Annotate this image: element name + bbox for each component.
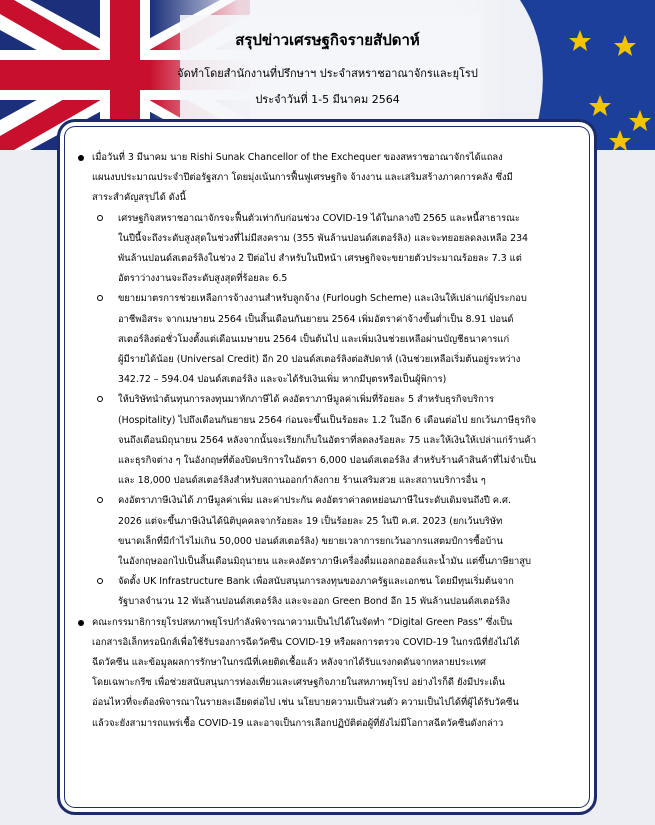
- text-line: แล้วจะยังสามารถแพร่เชื้อ COVID-19 และอาจเป็นการเลือกปฏิบัติต่อผู้ที่ยังไม่มีโอกาสฉีดวัคซีนดังกล่าว: [92, 717, 504, 729]
- text-line: อาชีพอิสระ จากเมษายน 2564 เป็นสิ้นเดือนกันยายน 2564 เพิ่มอัตราค่าจ้างขั้นต่ำเป็น 8.91 ปอนด์: [118, 313, 514, 325]
- text-line: ฉีดวัคซีน และข้อมูลผลการรักษาในกรณีที่เคยติดเชื้อแล้ว หลังจากได้รับแรงกดดันจากหลายประเทศ: [92, 657, 486, 669]
- news-content: [78, 148, 584, 734]
- text-line: สาระสำคัญสรุปได้ ดังนี้: [92, 192, 186, 204]
- text-line: 2026 แต่จะขึ้นภาษีเงินได้นิติบุคคลจากร้อยละ 19 เป็นร้อยละ 25 ในปี ค.ศ. 2023 (ยกเว้นบริษัท: [118, 515, 503, 527]
- bullet-circle-icon: [97, 396, 103, 402]
- news-subitem: [78, 289, 584, 390]
- text-line: พันล้านปอนด์สเตอร์ลิงในช่วง 2 ปีต่อไป สำหรับในปีหน้า เศรษฐกิจจะขยายตัวประมาณร้อยละ 7.3 แต่: [118, 253, 522, 265]
- text-line: และ 18,000 ปอนด์สเตอร์ลิงสำหรับสถานออกกำลังกาย ร้านเสริมสวย และสถานบริการอื่น ๆ: [118, 475, 486, 487]
- page-date: ประจำวันที่ 1-5 มีนาคม 2564: [255, 93, 400, 106]
- text-line: เมื่อวันที่ 3 มีนาคม นาย Rishi Sunak Chancellor of the Exchequer ของสหราชอาณาจักรได้แถลง: [92, 152, 503, 163]
- text-line: คงอัตราภาษีเงินได้ ภาษีมูลค่าเพิ่ม และค่าประกัน คงอัตราค่าลดหย่อนภาษีในระดับเดิมจนถึงปี ค.ศ.: [118, 495, 511, 507]
- bullet-dot-icon: [78, 620, 84, 626]
- text-line: ให้บริษัทนำต้นทุนการลงทุนมาหักภาษีได้ คงอัตราภาษีมูลค่าเพิ่มที่ร้อยละ 5 สำหรับธุรกิจบริการ: [118, 394, 495, 406]
- news-subitem: [78, 390, 584, 491]
- text-line: แผนงบประมาณประจำปีต่อรัฐสภา โดยมุ่งเน้นการฟื้นฟูเศรษฐกิจ จ้างงาน และเสริมสร้างภาคการคลัง ซึ่งมี: [92, 172, 513, 184]
- page-subtitle: จัดทำโดยสำนักงานที่ปรึกษาฯ ประจำสหราชอาณาจักรและยุโรป: [177, 67, 478, 80]
- news-item: [78, 613, 584, 734]
- text-line: 342.72 – 594.04 ปอนด์สเตอร์ลิง และจะได้รับเงินเพิ่ม หากมีบุตรหรือเป็นผู้พิการ): [118, 374, 447, 386]
- news-item: [78, 148, 584, 209]
- bullet-circle-icon: [97, 215, 103, 221]
- news-subitem: [78, 572, 584, 612]
- text-line: และธุรกิจต่าง ๆ ในอังกฤษที่ต้องปิดบริการในอัตรา 6,000 ปอนด์สเตอร์ลิง สำหรับร้านค้าสินค้าที่ไม่จำเป็น: [118, 455, 537, 467]
- text-line: รัฐบาลจำนวน 12 พันล้านปอนด์สเตอร์ลิง และจะออก Green Bond อีก 15 พันล้านปอนด์สเตอร์ลิง: [118, 596, 510, 608]
- text-line: เศรษฐกิจสหราชอาณาจักรจะฟื้นตัวเท่ากับก่อนช่วง COVID-19 ได้ในกลางปี 2565 และหนี้สาธารณะ: [118, 212, 520, 224]
- bullet-circle-icon: [97, 295, 103, 301]
- news-subitem: [78, 209, 584, 290]
- news-subitem: [78, 491, 584, 572]
- bullet-circle-icon: [97, 497, 103, 503]
- text-line: เอกสารอิเล็กทรอนิกส์เพื่อใช้รับรองการฉีดวัคซีน COVID-19 หรือผลการตรวจ COVID-19 ในกรณีที่ยังไม่ได้: [92, 636, 520, 648]
- text-line: ขยายมาตรการช่วยเหลือการจ้างงานสำหรับลูกจ้าง (Furlough Scheme) และเงินให้เปล่าแก่ผู้ประกอบ: [118, 293, 527, 305]
- text-line: จนถึงเดือนมิถุนายน 2564 หลังจากนั้นจะเรียกเก็บในอัตราที่ลดลงร้อยละ 75 และให้เงินให้เปล่าแก่ร้านค้า: [118, 434, 537, 446]
- text-line: จัดตั้ง UK Infrastructure Bank เพื่อสนับสนุนการลงทุนของภาครัฐและเอกชน โดยมีทุนเริ่มต้นจาก: [118, 576, 514, 588]
- text-line: สเตอร์ลิงต่อชั่วโมงตั้งแต่เดือนเมษายน 2564 เป็นต้นไป และเพิ่มเงินช่วยเหลือผ่านบัญชีธนาคารแก่: [118, 333, 510, 345]
- text-line: ผู้มีรายได้น้อย (Universal Credit) อีก 20 ปอนด์สเตอร์ลิงต่อสัปดาห์ (เงินช่วยเหลือเริ่มต้นอยู่ระหว่าง: [118, 354, 521, 366]
- text-line: ขนาดเล็กที่มีกำไรไม่เกิน 50,000 ปอนด์สเตอร์ลิง) ขยายเวลาการยกเว้นอากรแสตมป์การซื้อบ้าน: [118, 535, 503, 547]
- bullet-dot-icon: [78, 155, 84, 161]
- text-line: คณะกรรมาธิการยุโรปสหภาพยุโรปกำลังพิจารณาความเป็นไปได้ในจัดทำ “Digital Green Pass” ซึ่งเป็น: [92, 616, 513, 628]
- text-line: อัตราว่างงานจะถึงระดับสูงสุดที่ร้อยละ 6.5: [118, 273, 288, 285]
- text-line: โดยเฉพาะกรีซ เพื่อช่วยสนับสนุนการท่องเที่ยวและเศรษฐกิจภายในสหภาพยุโรป อย่างไรก็ดี ยังมีประเด็น: [92, 677, 505, 689]
- text-line: ในอังกฤษออกไปเป็นสิ้นเดือนมิถุนายน และคงอัตราภาษีเครื่องดื่มแอลกอฮอล์และน้ำมัน แต่ขึ้นภาษียาสูบ: [118, 556, 531, 568]
- page-title: สรุปข่าวเศรษฐกิจรายสัปดาห์: [235, 31, 420, 49]
- text-line: (Hospitality) ไปถึงเดือนกันยายน 2564 ก่อนจะขึ้นเป็นร้อยละ 1.2 ในอีก 6 เดือนต่อไป ยกเว้นภาษีธุรกิจ: [118, 414, 537, 426]
- text-line: ในปีนี้จะถึงระดับสูงสุดในช่วงที่ไม่มีสงคราม (355 พันล้านปอนด์สเตอร์ลิง) และจะทยอยลดลงเหลือ 234: [118, 232, 529, 244]
- text-line: อ่อนไหวที่จะต้องพิจารณาในรายละเอียดต่อไป เช่น นโยบายความเป็นส่วนตัว ความเป็นไปได้ที่ผู้ได้รับวัคซีน: [92, 697, 519, 709]
- bullet-circle-icon: [97, 578, 103, 584]
